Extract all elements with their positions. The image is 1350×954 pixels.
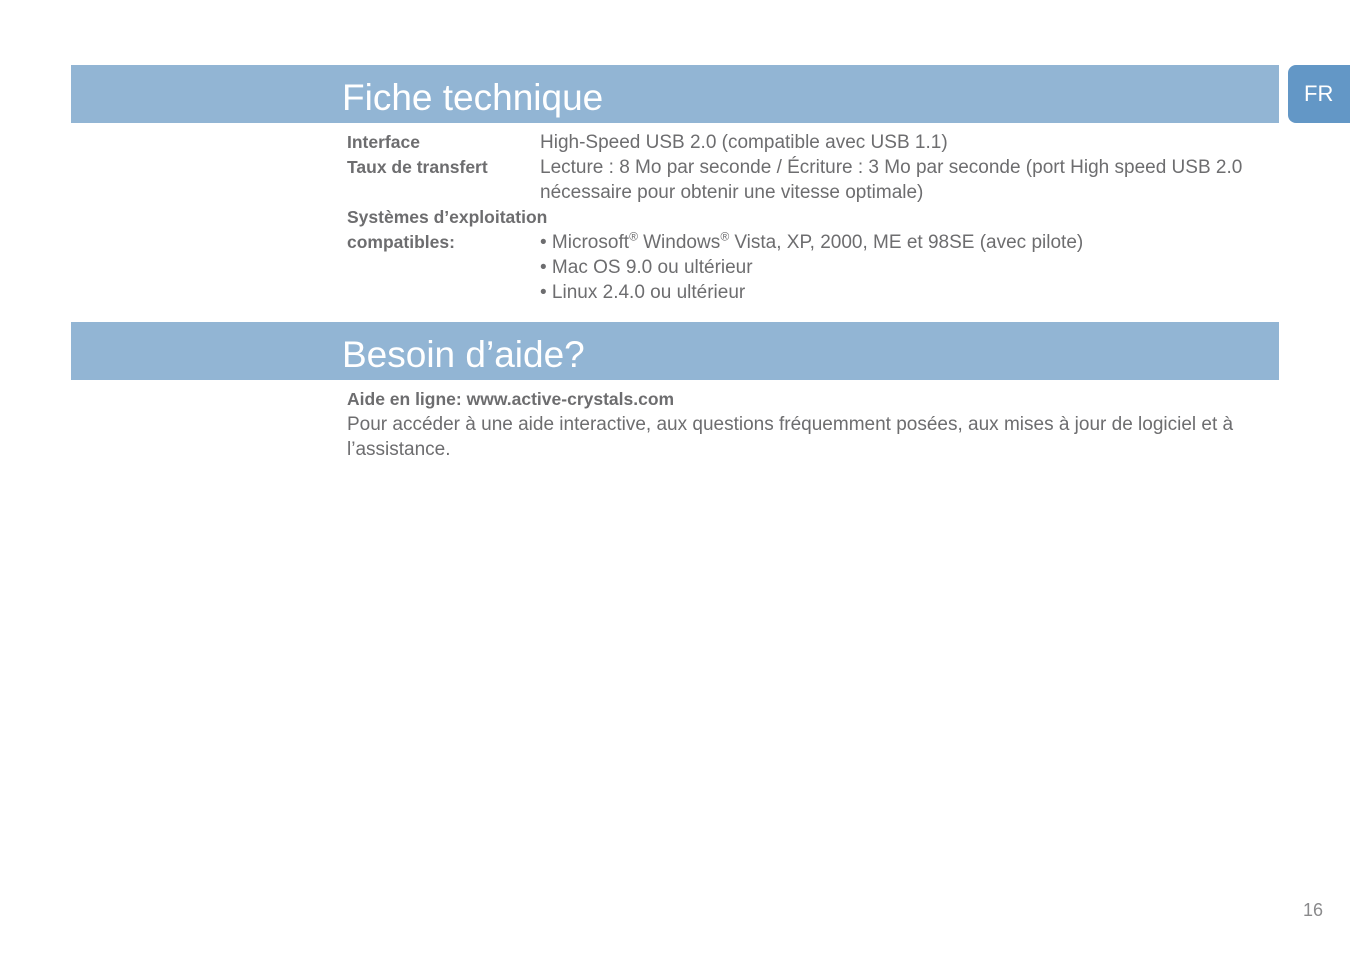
os-item: • Microsoft® Windows® Vista, XP, 2000, ME et 98SE (avec pilote) xyxy=(540,229,1084,253)
help-heading[interactable]: Aide en ligne: www.active-crystals.com xyxy=(347,389,675,409)
section-header-band xyxy=(71,322,1279,380)
section-title-help: Besoin d’aide? xyxy=(342,334,585,375)
spec-value: High-Speed USB 2.0 (compatible avec USB 1.1) xyxy=(540,132,948,153)
section-header-band xyxy=(71,65,1279,123)
help-body: Pour accéder à une aide interactive, aux questions fréquemment posées, aux mises à jour de logiciel et à l’assistance. xyxy=(347,414,1234,460)
spec-label: Systèmes d’exploitation xyxy=(347,207,548,227)
spec-label: Taux de transfert xyxy=(347,157,488,177)
spec-value: Lecture : 8 Mo par seconde / Écriture : 3 Mo par seconde (port High speed USB 2.0 nécessaire pour obtenir une vitesse optimale) xyxy=(540,157,1243,203)
spec-row-os-heading xyxy=(347,205,1277,230)
spec-table xyxy=(347,130,1277,305)
os-item: • Mac OS 9.0 ou ultérieur xyxy=(540,257,753,278)
spec-row-os xyxy=(347,230,1277,305)
os-item: • Linux 2.4.0 ou ultérieur xyxy=(540,282,746,303)
spec-row-transfer xyxy=(347,155,1277,205)
section-title-specs: Fiche technique xyxy=(342,77,604,118)
page-number: 16 xyxy=(1303,900,1324,920)
help-section xyxy=(347,387,1277,462)
spec-label: Interface xyxy=(347,132,420,152)
language-tab[interactable]: FR xyxy=(1288,65,1350,123)
spec-label: compatibles: xyxy=(347,232,455,252)
os-list xyxy=(540,230,1277,305)
spec-row-interface xyxy=(347,130,1277,155)
